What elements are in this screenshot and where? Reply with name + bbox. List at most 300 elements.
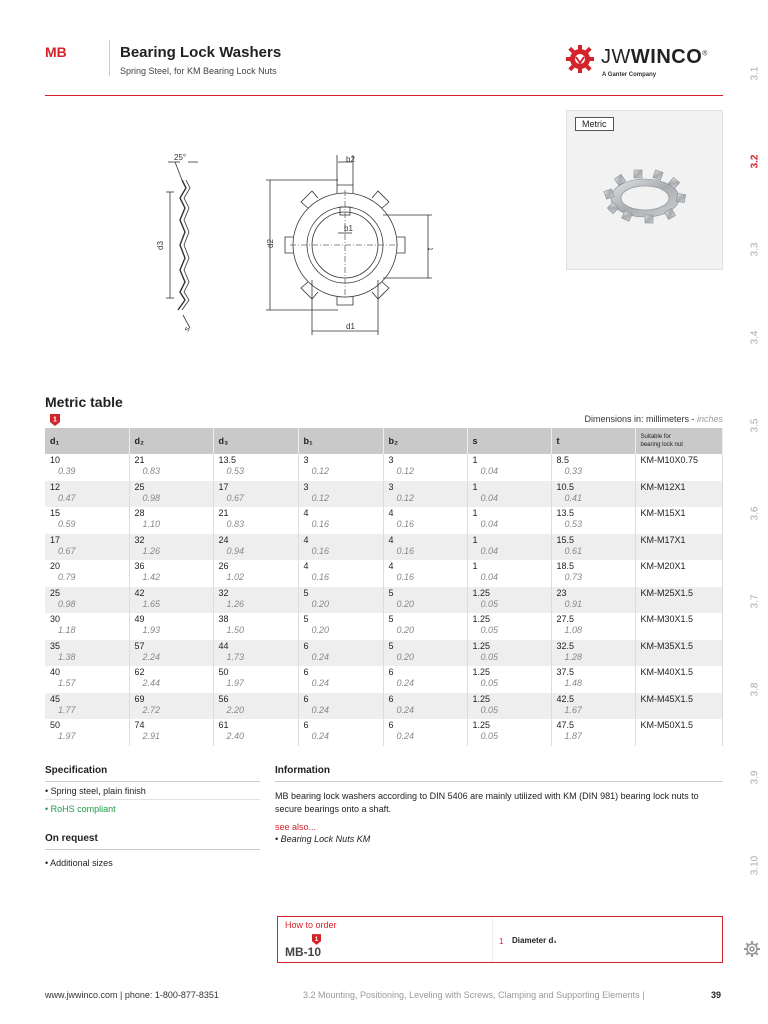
- information-title: Information: [275, 765, 723, 782]
- chapter-tab-3-6[interactable]: 3.6: [749, 506, 761, 521]
- cell-d1-mm: 40: [50, 667, 61, 677]
- cell-t-mm: 18.5: [556, 561, 575, 571]
- cell-d3-inch: 2.20: [226, 704, 245, 715]
- cell-d3-inch: 1.50: [226, 625, 245, 635]
- cell-d1-inch: 1.57: [58, 678, 76, 688]
- cell-d3-inch: 2.40: [226, 731, 245, 741]
- cell-d1-mm: 12: [50, 481, 61, 492]
- cell-t-mm: 23: [556, 587, 567, 598]
- cell-t: [551, 560, 635, 587]
- cell-t: [551, 454, 635, 481]
- cell-s-inch: 0.04: [480, 572, 499, 582]
- cell-d2-mm: 49: [134, 614, 145, 624]
- spec-item-material: • Spring steel, plain finish: [45, 782, 260, 800]
- chapter-tab-3-4[interactable]: 3.4: [749, 330, 761, 345]
- cell-b2-inch: 0.20: [396, 651, 415, 662]
- cell-d3: [213, 560, 298, 587]
- cell-t-inch: 0.41: [564, 492, 583, 503]
- cell-s: [467, 613, 551, 640]
- cell-s: [467, 693, 551, 720]
- product-photo-panel: [566, 110, 723, 270]
- cell-t: [551, 719, 635, 746]
- d2-label: d2: [266, 239, 275, 248]
- cell-d3-inch: 1.73: [226, 651, 245, 662]
- cell-bearing-lock-nut: KM-M20X1: [635, 560, 723, 587]
- cell-s-mm: 1: [472, 534, 478, 545]
- cell-t-mm: 15.5: [556, 534, 575, 545]
- washer-photo: [600, 166, 690, 226]
- specification-panel: [45, 765, 260, 871]
- cell-t: [551, 693, 635, 720]
- d3-label: d3: [156, 241, 165, 250]
- cell-d2: [129, 666, 213, 693]
- cell-b1-inch: 0.12: [311, 492, 330, 503]
- order-key-number: 1: [499, 937, 504, 946]
- cell-d2-mm: 74: [134, 720, 145, 730]
- order-marker-icon: [50, 414, 60, 426]
- cell-d3-mm: 50: [218, 667, 229, 677]
- cell-d3-mm: 21: [218, 508, 229, 518]
- order-code: MB-10: [285, 945, 322, 959]
- cell-d2-inch: 0.98: [142, 492, 161, 503]
- cell-d1: [45, 693, 129, 720]
- col-header-t: t: [551, 428, 635, 454]
- cell-s-mm: 1.25: [472, 693, 491, 704]
- cell-b2-inch: 0.16: [396, 572, 415, 582]
- cell-d1-mm: 10: [50, 455, 61, 465]
- on-request-title: On request: [45, 833, 260, 850]
- cell-d3: [213, 481, 298, 508]
- cell-d1: [45, 481, 129, 508]
- cell-b2: [383, 534, 467, 561]
- col-header-d2: d₂: [129, 428, 213, 454]
- cell-d1-mm: 50: [50, 720, 61, 730]
- cell-b2-mm: 6: [388, 693, 394, 704]
- chapter-tab-3-9[interactable]: 3.9: [749, 770, 761, 785]
- cell-b1-mm: 4: [303, 534, 309, 545]
- metric-table-title: Metric table: [45, 394, 123, 410]
- cell-d2: [129, 454, 213, 481]
- chapter-tab-3-1[interactable]: 3.1: [749, 66, 761, 81]
- cell-b2: [383, 613, 467, 640]
- order-marker-icon: [312, 934, 321, 945]
- cell-d1-inch: 0.59: [58, 519, 76, 529]
- cell-s-mm: 1.25: [472, 667, 491, 677]
- cell-d3-mm: 26: [218, 561, 229, 571]
- cell-d3-mm: 17: [218, 481, 229, 492]
- cell-t-inch: 1.08: [564, 625, 583, 635]
- table-row: [45, 507, 723, 534]
- logo-tagline: A Ganter Company: [602, 72, 657, 78]
- how-to-order-box: [277, 916, 723, 963]
- cell-t: [551, 507, 635, 534]
- logo-wordmark: JWWINCO®: [601, 46, 708, 68]
- cell-d1-inch: 1.18: [58, 625, 76, 635]
- cell-d1-mm: 17: [50, 534, 61, 545]
- cell-d1: [45, 666, 129, 693]
- cell-d2-mm: 57: [134, 640, 145, 651]
- cell-s: [467, 507, 551, 534]
- cell-d1-inch: 0.39: [58, 466, 76, 476]
- cell-d1-inch: 1.97: [58, 731, 76, 741]
- cell-d2-inch: 1.65: [142, 598, 161, 609]
- page-subtitle: Spring Steel, for KM Bearing Lock Nuts: [120, 66, 277, 76]
- page-title: Bearing Lock Washers: [120, 44, 282, 61]
- cell-t-inch: 1.28: [564, 651, 583, 662]
- header-rule: [45, 95, 723, 96]
- how-to-order-label: How to order: [285, 920, 337, 930]
- col-header-bearing-lock-nut: Suitable for bearing lock nut: [635, 428, 723, 454]
- cell-bearing-lock-nut: KM-M50X1.5: [635, 719, 723, 746]
- cell-t-mm: 42.5: [556, 693, 575, 704]
- cell-b2: [383, 640, 467, 667]
- footer-contact: www.jwwinco.com | phone: 1-800-877-8351: [45, 990, 219, 1000]
- cell-d3-mm: 38: [218, 614, 229, 624]
- cell-d3: [213, 693, 298, 720]
- cell-b2-mm: 4: [388, 508, 394, 518]
- cell-d2-mm: 62: [134, 667, 145, 677]
- information-panel: [275, 765, 723, 844]
- cell-d2-inch: 2.91: [142, 731, 161, 741]
- cell-d3-inch: 0.83: [226, 519, 245, 529]
- on-request-item: • Additional sizes: [45, 858, 113, 868]
- table-row: [45, 693, 723, 720]
- cell-bearing-lock-nut: KM-M40X1.5: [635, 666, 723, 693]
- cell-b1: [298, 454, 383, 481]
- cell-t-mm: 10.5: [556, 481, 575, 492]
- cell-b2: [383, 693, 467, 720]
- cell-d1: [45, 454, 129, 481]
- cell-s-mm: 1: [472, 455, 478, 465]
- cell-b1-mm: 6: [303, 640, 309, 651]
- cell-b2-inch: 0.12: [396, 492, 415, 503]
- cell-d2: [129, 481, 213, 508]
- col-header-s: s: [467, 428, 551, 454]
- cell-t-inch: 1.87: [564, 731, 583, 741]
- cell-b1: [298, 507, 383, 534]
- cell-b2-mm: 5: [388, 587, 394, 598]
- cell-d3-inch: 0.94: [226, 545, 245, 556]
- cell-t-inch: 1.48: [564, 678, 583, 688]
- cell-s-inch: 0.04: [480, 519, 499, 529]
- chapter-tab-3-5[interactable]: 3.5: [749, 418, 761, 433]
- settings-gear-icon[interactable]: [743, 940, 761, 958]
- technical-drawing: [150, 150, 450, 340]
- s-label: s: [181, 325, 192, 333]
- cell-b2-inch: 0.16: [396, 545, 415, 556]
- cell-d3-inch: 1.97: [226, 678, 245, 688]
- cell-t-inch: 0.53: [564, 519, 583, 529]
- cell-d2: [129, 693, 213, 720]
- page-number: 39: [711, 990, 722, 1000]
- chapter-tab-3-10[interactable]: 3.10: [749, 855, 761, 876]
- cell-s-inch: 0.05: [480, 651, 499, 662]
- cell-d1-inch: 0.47: [58, 492, 76, 503]
- cell-b1-inch: 0.24: [311, 678, 330, 688]
- svg-text:1: 1: [314, 935, 319, 943]
- cell-b2-mm: 4: [388, 534, 394, 545]
- cell-d2: [129, 640, 213, 667]
- cell-d3-mm: 24: [218, 534, 229, 545]
- cell-d2: [129, 534, 213, 561]
- cell-b1-inch: 0.20: [311, 598, 330, 609]
- cell-d2-inch: 2.72: [142, 704, 161, 715]
- cell-b1-mm: 3: [303, 481, 309, 492]
- cell-d1-inch: 0.98: [58, 598, 76, 609]
- chapter-tab-3-7[interactable]: 3.7: [749, 594, 761, 609]
- cell-s-mm: 1: [472, 561, 478, 571]
- cell-d3-mm: 32: [218, 587, 229, 598]
- see-also-link[interactable]: see also...: [275, 822, 317, 832]
- cell-d1-mm: 30: [50, 614, 61, 624]
- cell-s-inch: 0.05: [480, 678, 499, 688]
- chapter-nav: [742, 0, 768, 1024]
- cell-b2: [383, 719, 467, 746]
- cell-t: [551, 613, 635, 640]
- cell-b1-mm: 6: [303, 693, 309, 704]
- cell-b2-mm: 6: [388, 667, 394, 677]
- cell-b1-mm: 6: [303, 720, 309, 730]
- cell-s-inch: 0.04: [480, 492, 499, 503]
- cell-d2-mm: 42: [134, 587, 145, 598]
- cell-b1-mm: 4: [303, 561, 309, 571]
- cell-b1: [298, 481, 383, 508]
- cell-bearing-lock-nut: KM-M17X1: [635, 534, 723, 561]
- cell-d2: [129, 507, 213, 534]
- cell-b1-mm: 4: [303, 508, 309, 518]
- specification-title: Specification: [45, 765, 260, 782]
- cell-t: [551, 640, 635, 667]
- chapter-tab-3-2[interactable]: 3.2: [749, 154, 761, 169]
- order-divider: [492, 917, 493, 962]
- cell-s: [467, 481, 551, 508]
- cell-b2: [383, 454, 467, 481]
- table-row: [45, 454, 723, 481]
- cell-t-inch: 0.91: [564, 598, 583, 609]
- cell-d1-inch: 0.79: [58, 572, 76, 582]
- col-header-d3: d₃: [213, 428, 298, 454]
- cell-b2-mm: 5: [388, 640, 394, 651]
- jwwinco-logo[interactable]: [565, 42, 725, 82]
- cell-b1-inch: 0.24: [311, 731, 330, 741]
- cell-d1: [45, 613, 129, 640]
- metric-table: [45, 428, 723, 746]
- cell-t: [551, 534, 635, 561]
- table-row: [45, 666, 723, 693]
- cell-s-inch: 0.05: [480, 704, 499, 715]
- footer-section: 3.2 Mounting, Positioning, Leveling with Screws, Clamping and Supporting Elements |: [303, 990, 645, 1000]
- cell-t-mm: 27.5: [556, 614, 575, 624]
- cell-d1-mm: 20: [50, 561, 61, 571]
- cell-t: [551, 481, 635, 508]
- cell-d2-inch: 2.24: [142, 651, 161, 662]
- cell-s-mm: 1.25: [472, 614, 491, 624]
- cell-b1-mm: 5: [303, 614, 309, 624]
- cell-t-inch: 1.67: [564, 704, 583, 715]
- cell-d2: [129, 587, 213, 614]
- cell-s-mm: 1: [472, 508, 478, 518]
- cell-t-mm: 13.5: [556, 508, 575, 518]
- cell-b1-inch: 0.24: [311, 651, 330, 662]
- cell-d3: [213, 507, 298, 534]
- cell-bearing-lock-nut: KM-M45X1.5: [635, 693, 723, 720]
- dimensions-unit-note: Dimensions in: millimeters - inches: [584, 414, 723, 424]
- cell-d3-mm: 56: [218, 693, 229, 704]
- cell-s: [467, 454, 551, 481]
- table-row: [45, 534, 723, 561]
- cell-s-mm: 1.25: [472, 720, 491, 730]
- cell-d3: [213, 534, 298, 561]
- cell-d1-inch: 1.77: [58, 704, 76, 715]
- cell-d2: [129, 560, 213, 587]
- cell-t: [551, 666, 635, 693]
- cell-b2-mm: 5: [388, 614, 394, 624]
- chapter-tab-3-3[interactable]: 3.3: [749, 242, 761, 257]
- cell-d3-inch: 0.53: [226, 466, 245, 476]
- information-text: MB bearing lock washers according to DIN 5406 are mainly utilized with KM (DIN 981) bearing lock nuts to secure bearings onto a shaft.: [275, 791, 699, 814]
- cell-s: [467, 719, 551, 746]
- cell-s: [467, 560, 551, 587]
- cell-d3: [213, 454, 298, 481]
- table-row: [45, 560, 723, 587]
- cell-t-mm: 8.5: [556, 455, 570, 465]
- cell-d2-inch: 2.44: [142, 678, 161, 688]
- cell-d2-mm: 69: [134, 693, 145, 704]
- cell-b1: [298, 693, 383, 720]
- cell-b2-mm: 4: [388, 561, 394, 571]
- cell-bearing-lock-nut: KM-M12X1: [635, 481, 723, 508]
- cell-d3: [213, 640, 298, 667]
- cell-b1: [298, 666, 383, 693]
- cell-d2: [129, 613, 213, 640]
- order-key-description: Diameter d₁: [512, 936, 557, 945]
- cell-b2-inch: 0.16: [396, 519, 415, 529]
- cell-b1-mm: 6: [303, 667, 309, 677]
- cell-d1-mm: 45: [50, 693, 61, 704]
- cell-s: [467, 587, 551, 614]
- cell-s-inch: 0.05: [480, 598, 499, 609]
- product-code: MB: [45, 44, 67, 60]
- col-header-b2: b₂: [383, 428, 467, 454]
- table-header-row: [45, 428, 723, 454]
- cell-s-mm: 1.25: [472, 587, 491, 598]
- cell-t: [551, 587, 635, 614]
- see-also-item-link[interactable]: • Bearing Lock Nuts KM: [275, 834, 371, 844]
- cell-t-inch: 0.61: [564, 545, 583, 556]
- cell-d2-inch: 1.42: [142, 572, 161, 582]
- cell-d3: [213, 666, 298, 693]
- cell-bearing-lock-nut: KM-M15X1: [635, 507, 723, 534]
- cell-s: [467, 666, 551, 693]
- cell-d1-inch: 1.38: [58, 651, 76, 662]
- cell-d2: [129, 719, 213, 746]
- d1-label: d1: [346, 322, 355, 331]
- cell-s-inch: 0.04: [480, 466, 499, 476]
- cell-t-inch: 0.33: [564, 466, 583, 476]
- cell-b2: [383, 481, 467, 508]
- cell-d1-inch: 0.67: [58, 545, 76, 556]
- cell-b1: [298, 534, 383, 561]
- cell-b2: [383, 507, 467, 534]
- cell-s-mm: 1.25: [472, 640, 491, 651]
- cell-s-inch: 0.04: [480, 545, 499, 556]
- cell-b1-mm: 5: [303, 587, 309, 598]
- b2-label: b2: [346, 155, 355, 164]
- cell-d1-mm: 15: [50, 508, 61, 518]
- cell-d3-mm: 61: [218, 720, 229, 730]
- cell-b1-inch: 0.16: [311, 572, 330, 582]
- cell-b1: [298, 719, 383, 746]
- cell-d1-mm: 25: [50, 587, 61, 598]
- table-row: [45, 481, 723, 508]
- cell-b2: [383, 666, 467, 693]
- cell-d3-inch: 1.26: [226, 598, 245, 609]
- cell-b2-mm: 6: [388, 720, 394, 730]
- cell-b1: [298, 613, 383, 640]
- svg-text:1: 1: [53, 416, 57, 424]
- cell-b2-inch: 0.24: [396, 704, 415, 715]
- cell-b2-mm: 3: [388, 481, 394, 492]
- cell-b1-inch: 0.24: [311, 704, 330, 715]
- cell-d1-mm: 35: [50, 640, 61, 651]
- cell-d2-inch: 1.10: [142, 519, 161, 529]
- col-header-b1: b₁: [298, 428, 383, 454]
- cell-d1: [45, 507, 129, 534]
- cell-d2-mm: 25: [134, 481, 145, 492]
- angle-label: 25°: [174, 153, 187, 162]
- cell-b2-inch: 0.12: [396, 466, 415, 476]
- cell-d1: [45, 719, 129, 746]
- table-row: [45, 719, 723, 746]
- cell-d3: [213, 719, 298, 746]
- table-row: [45, 640, 723, 667]
- cell-t-inch: 0.73: [564, 572, 583, 582]
- cell-d1: [45, 534, 129, 561]
- cell-d1: [45, 560, 129, 587]
- cell-bearing-lock-nut: KM-M30X1.5: [635, 613, 723, 640]
- cell-d2-mm: 21: [134, 455, 145, 465]
- cell-b2: [383, 560, 467, 587]
- cell-d3-inch: 1.02: [226, 572, 245, 582]
- cell-d3-mm: 44: [218, 640, 229, 651]
- cell-d2-inch: 1.93: [142, 625, 161, 635]
- cell-d3-mm: 13.5: [218, 455, 237, 465]
- cell-s: [467, 640, 551, 667]
- cell-bearing-lock-nut: KM-M10X0.75: [635, 454, 723, 481]
- cell-d2-mm: 36: [134, 561, 145, 571]
- cell-d3-inch: 0.67: [226, 492, 245, 503]
- cell-d1: [45, 587, 129, 614]
- cell-d1: [45, 640, 129, 667]
- cell-b1-inch: 0.16: [311, 545, 330, 556]
- cell-s-inch: 0.05: [480, 731, 499, 741]
- cell-s-mm: 1: [472, 481, 478, 492]
- b1-label: b1: [344, 224, 353, 233]
- cell-bearing-lock-nut: KM-M25X1.5: [635, 587, 723, 614]
- cell-b2-mm: 3: [388, 455, 394, 465]
- cell-b1-inch: 0.12: [311, 466, 330, 476]
- chapter-tab-3-8[interactable]: 3.8: [749, 682, 761, 697]
- cell-t-mm: 47.5: [556, 720, 575, 730]
- cell-b2-inch: 0.24: [396, 678, 415, 688]
- table-row: [45, 587, 723, 614]
- cell-b1: [298, 587, 383, 614]
- col-header-d1: d₁: [45, 428, 129, 454]
- spec-item-rohs: • RoHS compliant: [45, 804, 116, 814]
- t-label: t: [426, 247, 435, 250]
- cell-d3: [213, 587, 298, 614]
- cell-b1: [298, 560, 383, 587]
